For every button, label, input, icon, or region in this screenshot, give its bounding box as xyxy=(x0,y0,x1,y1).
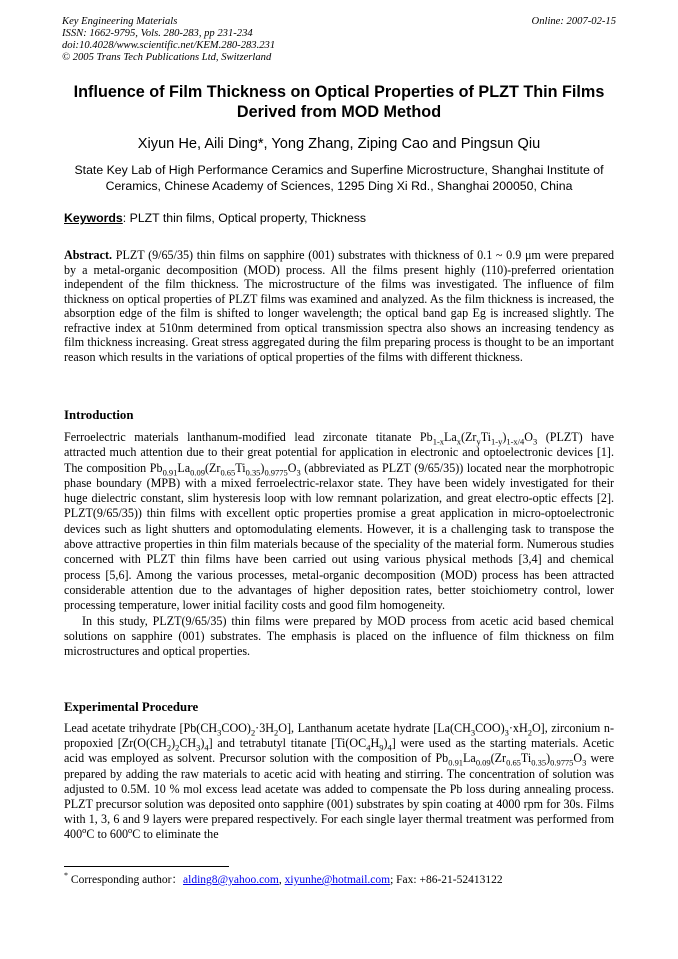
email-link-1[interactable]: alding8@yahoo.com xyxy=(183,874,279,886)
keywords-text: PLZT thin films, Optical property, Thickness xyxy=(129,211,367,225)
keywords-line: Keywords: PLZT thin films, Optical property, Thickness xyxy=(64,211,367,225)
experimental-body: Lead acetate trihydrate $[Pb(CH_3COO)_2\cdot 3H_2O]$, Lanthanum acetate hydrate $[La(CH_3COO)_3\cdot xH_2O]$, zirconium n-propoxied $[Zr(O(CH_2)_2CH_3)_4]$ and tetrabutyl titanate $[Ti(OC_4H_9)_4]$ were used as the starting materials. Acetic acid was employed as solvent. Precursor solution with the composition of $Pb_{0.91}La_{0.09}(Zr_{0.65}Ti_{0.35})_{0.9775}O_3$ were prepared by adding the raw materials to acetic acid with heating and stirring. The concentration of solution was adjusted to 0.5M. 10 % mol excess lead acetate was added to compensate the Pb loss during annealing process. PLZT precursor solution was deposited onto sapphire (001) substrates by spin coating at 4000 rpm for 30s. Films with 1, 3, 6 and 9 layers were prepared respectively. For each single layer thermal treatment was performed from 400$^o$C to 600$^o$C to eliminate the xyxy=(64,721,615,842)
section-heading-experimental: Experimental Procedure xyxy=(64,700,199,714)
paper-title: Influence of Film Thickness on Optical Properties of PLZT Thin Films Derived from MOD Method xyxy=(73,83,605,121)
footnote-label: Corresponding author： xyxy=(68,874,184,886)
introduction-paragraph-1: Ferroelectric materials lanthanum-modified lead zirconate titanate $Pb_{1-x}La_x(Zr_yTi_{1-y})_{1-x/4}O_3$ (PLZT) have attracted much attention due to their great potential for application in electronic and optoelectronic devices [1]. The composition $Pb_{0.91}La_{0.09}(Zr_{0.65}Ti_{0.35})_{0.9775}O_3$ (abbreviated as PLZT (9/65/35)) located near the morphotropic phase boundary (MPB) with a mixed ferroelectric-relaxor state. They have been widely investigated for their huge dielectric constant, slim hysteresis loop with low remnant polarization, and great electro-optic effects [2]. PLZT(9/65/35)) thin films with excellent optic properties promise a great application in micro-optoelectronic devices such as light shutters and optomodulating elements. However, it is a challenging task to transpose the above attractive properties in thin film materials because of the speciality of the material form. Numerous studies concerned with PLZT thin films have been carried out using various physical methods [3,4] and chemical process [5,6]. Among the various processes, metal-organic decomposition (MOD) process has been attracted considerable attention due to the advantages of higher deposition rates, better stoichiometry control, lower processing temperature, lower initial facility costs and good film homogeneity. xyxy=(64,430,615,613)
footnote-marker: * xyxy=(64,871,69,881)
abstract-text: PLZT (9/65/35) thin films on sapphire (001) substrates with thickness of 0.1 ~ 0.9 μm were prepared by a metal-organic decomposition (MOD) process. All the films present highly (110)-preferred orientation independent of the film thickness. The microstructure of the films was investigated. The influence of film thickness on optical properties of PLZT films was examined and analyzed. As the film thickness is increased, the absorption edge of the film is shifted to longer wavelength; the optical band gap Eg is increased slightly. The refractive index at 510nm determined from optical transmission spectra also shows an increasing tendency as film thickness increasing. Great stress aggregated during the film preparing process is thought to be an important reason which results in the variations of optical properties of the films with different thickness. xyxy=(64,248,614,364)
abstract xyxy=(64,248,614,364)
author-list: Xiyun He, Aili Ding*, Yong Zhang, Ziping Cao and Pingsun Qiu xyxy=(137,136,541,152)
keywords-label: Keywords xyxy=(64,211,123,225)
abstract-label: Abstract. xyxy=(64,248,113,262)
journal-name: Key Engineering Materials xyxy=(62,16,178,27)
affiliation: State Key Lab of High Performance Ceramics and Superfine Microstructure, Shanghai Institute of Ceramics, Chinese Academy of Sciences, 1295 Ding Xi Rd., Shanghai 200050, China xyxy=(74,163,604,193)
online-date: Online: 2007-02-15 xyxy=(531,16,616,27)
introduction-paragraph-2: In this study, PLZT(9/65/35) thin films were prepared by MOD process from acetic acid based chemical solutions on sapphire (001) substrates. The emphasis is placed on the influence of film thickness on film microstructures and optical properties. xyxy=(64,613,614,659)
copyright-line: © 2005 Trans Tech Publications Ltd, Switzerland xyxy=(62,52,272,64)
email-link-2[interactable]: xiyunhe@hotmail.com xyxy=(284,874,391,886)
issn-line: ISSN: 1662-9795, Vols. 280-283, pp 231-234 xyxy=(62,28,253,40)
footnote-divider xyxy=(64,866,229,867)
doi-line: doi:10.4028/www.scientific.net/KEM.280-283.231 xyxy=(62,40,276,52)
journal-header xyxy=(62,16,616,64)
footnote: * Corresponding author：alding8@yahoo.com, xiyunhe@hotmail.com; Fax: +86-21-52413122 xyxy=(64,871,503,886)
section-heading-introduction: Introduction xyxy=(64,408,134,422)
introduction-body xyxy=(64,430,614,659)
fax-text: ; Fax: +86-21-52413122 xyxy=(390,874,503,886)
